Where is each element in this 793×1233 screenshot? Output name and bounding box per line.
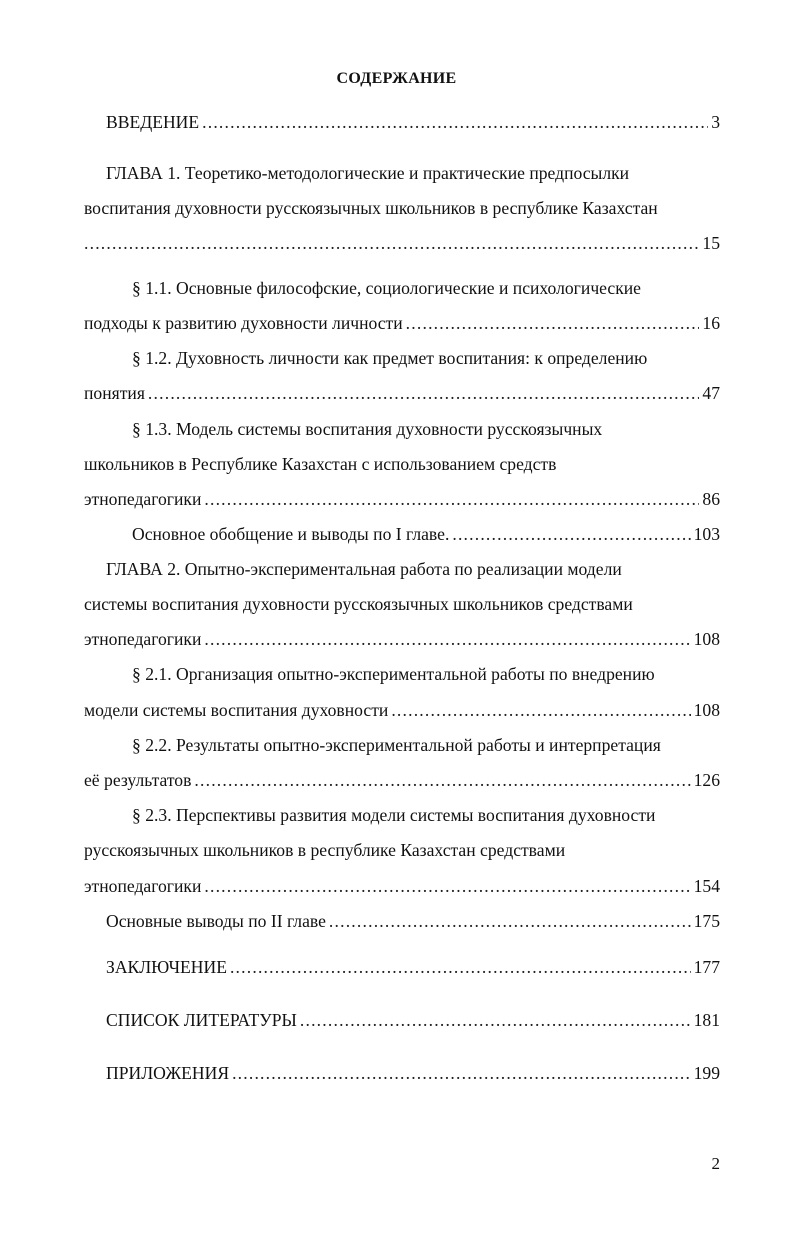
dot-leader — [84, 231, 699, 255]
toc-entry-page: 177 — [693, 957, 720, 977]
toc-entry-page: 15 — [702, 233, 720, 253]
toc-entry-appendices — [84, 1061, 720, 1085]
toc-entry-section-2-1 — [84, 698, 720, 722]
toc-entry-title: ПРИЛОЖЕНИЯ — [106, 1063, 230, 1083]
toc-entry-title: Основные выводы по II главе — [106, 911, 326, 931]
toc-section-2-2-line-1: § 2.2. Результаты опытно-экспериментальной работы и интерпретация — [132, 735, 661, 755]
toc-entry-section-2-3 — [84, 874, 720, 898]
toc-entry-page: 108 — [693, 629, 720, 649]
toc-section-2-3-line-1: § 2.3. Перспективы развития модели системы воспитания духовности — [132, 805, 656, 825]
dot-leader — [329, 909, 691, 933]
dot-leader — [300, 1008, 691, 1032]
toc-entry-page: 126 — [693, 770, 720, 790]
page-title: СОДЕРЖАНИЕ — [336, 70, 457, 87]
toc-section-1-1-line-1: § 1.1. Основные философские, социологические и психологические — [132, 278, 641, 298]
toc-entry-title: этнопедагогики — [84, 489, 202, 509]
toc-entry-title: подходы к развитию духовности личности — [84, 313, 403, 333]
toc-entry-chapter-1 — [84, 231, 720, 255]
toc-entry-title: модели системы воспитания духовности — [84, 700, 389, 720]
toc-entry-page: 3 — [711, 112, 720, 132]
dot-leader — [202, 110, 708, 134]
toc-entry-chapter-1-summary — [84, 522, 720, 546]
toc-section-1-3-line-2: школьников в Республике Казахстан с использованием средств — [84, 454, 557, 474]
toc-entry-title: ЗАКЛЮЧЕНИЕ — [106, 957, 227, 977]
dot-leader — [148, 381, 699, 405]
toc-entry-page: 181 — [693, 1010, 720, 1030]
dot-leader — [204, 487, 699, 511]
toc-entry-references — [84, 1008, 720, 1032]
toc-chapter-2-line-1: ГЛАВА 2. Опытно-экспериментальная работа по реализации модели — [106, 559, 622, 579]
dot-leader — [194, 768, 690, 792]
toc-section-1-2-line-1: § 1.2. Духовность личности как предмет воспитания: к определению — [132, 348, 648, 368]
dot-leader — [406, 311, 700, 335]
toc-entry-section-1-3 — [84, 487, 720, 511]
dot-leader — [452, 522, 690, 546]
toc-entry-title: Основное обобщение и выводы по I главе. — [132, 524, 450, 544]
toc-entry-title: этнопедагогики — [84, 876, 202, 896]
toc-entry-introduction — [84, 110, 720, 134]
toc-chapter-1-line-1: ГЛАВА 1. Теоретико-методологические и практические предпосылки — [106, 163, 630, 183]
dot-leader — [204, 874, 690, 898]
toc-entry-title: ВВЕДЕНИЕ — [106, 112, 200, 132]
dot-leader — [204, 627, 690, 651]
toc-entry-page: 86 — [702, 489, 720, 509]
toc-chapter-1-line-2: воспитания духовности русскоязычных школьников в республике Казахстан — [84, 198, 658, 218]
toc-entry-chapter-2 — [84, 627, 720, 651]
toc-chapter-2-line-2: системы воспитания духовности русскоязычных школьников средствами — [84, 594, 633, 614]
toc-entry-section-2-2 — [84, 768, 720, 792]
toc-entry-conclusion — [84, 955, 720, 979]
page-number: 2 — [711, 1154, 720, 1173]
toc-section-1-3-line-1: § 1.3. Модель системы воспитания духовности русскоязычных — [132, 419, 603, 439]
toc-section-2-3-line-2: русскоязычных школьников в республике Казахстан средствами — [84, 840, 566, 860]
toc-entry-page: 175 — [693, 911, 720, 931]
toc-entry-section-1-1 — [84, 311, 720, 335]
toc-section-2-1-line-1: § 2.1. Организация опытно-экспериментальной работы по внедрению — [132, 664, 655, 684]
toc-entry-title: этнопедагогики — [84, 629, 202, 649]
toc-entry-page: 154 — [693, 876, 720, 896]
toc-entry-chapter-2-summary — [84, 909, 720, 933]
toc-entry-title: её результатов — [84, 770, 192, 790]
toc-entry-section-1-2 — [84, 381, 720, 405]
dot-leader — [232, 1061, 691, 1085]
toc-entry-title: СПИСОК ЛИТЕРАТУРЫ — [106, 1010, 297, 1030]
toc-entry-page: 103 — [693, 524, 720, 544]
toc-entry-page: 199 — [693, 1063, 720, 1083]
toc-entry-page: 16 — [702, 313, 720, 333]
toc-entry-page: 47 — [702, 383, 720, 403]
dot-leader — [230, 955, 691, 979]
toc-entry-page: 108 — [693, 700, 720, 720]
dot-leader — [391, 698, 690, 722]
toc-entry-title: понятия — [84, 383, 145, 403]
